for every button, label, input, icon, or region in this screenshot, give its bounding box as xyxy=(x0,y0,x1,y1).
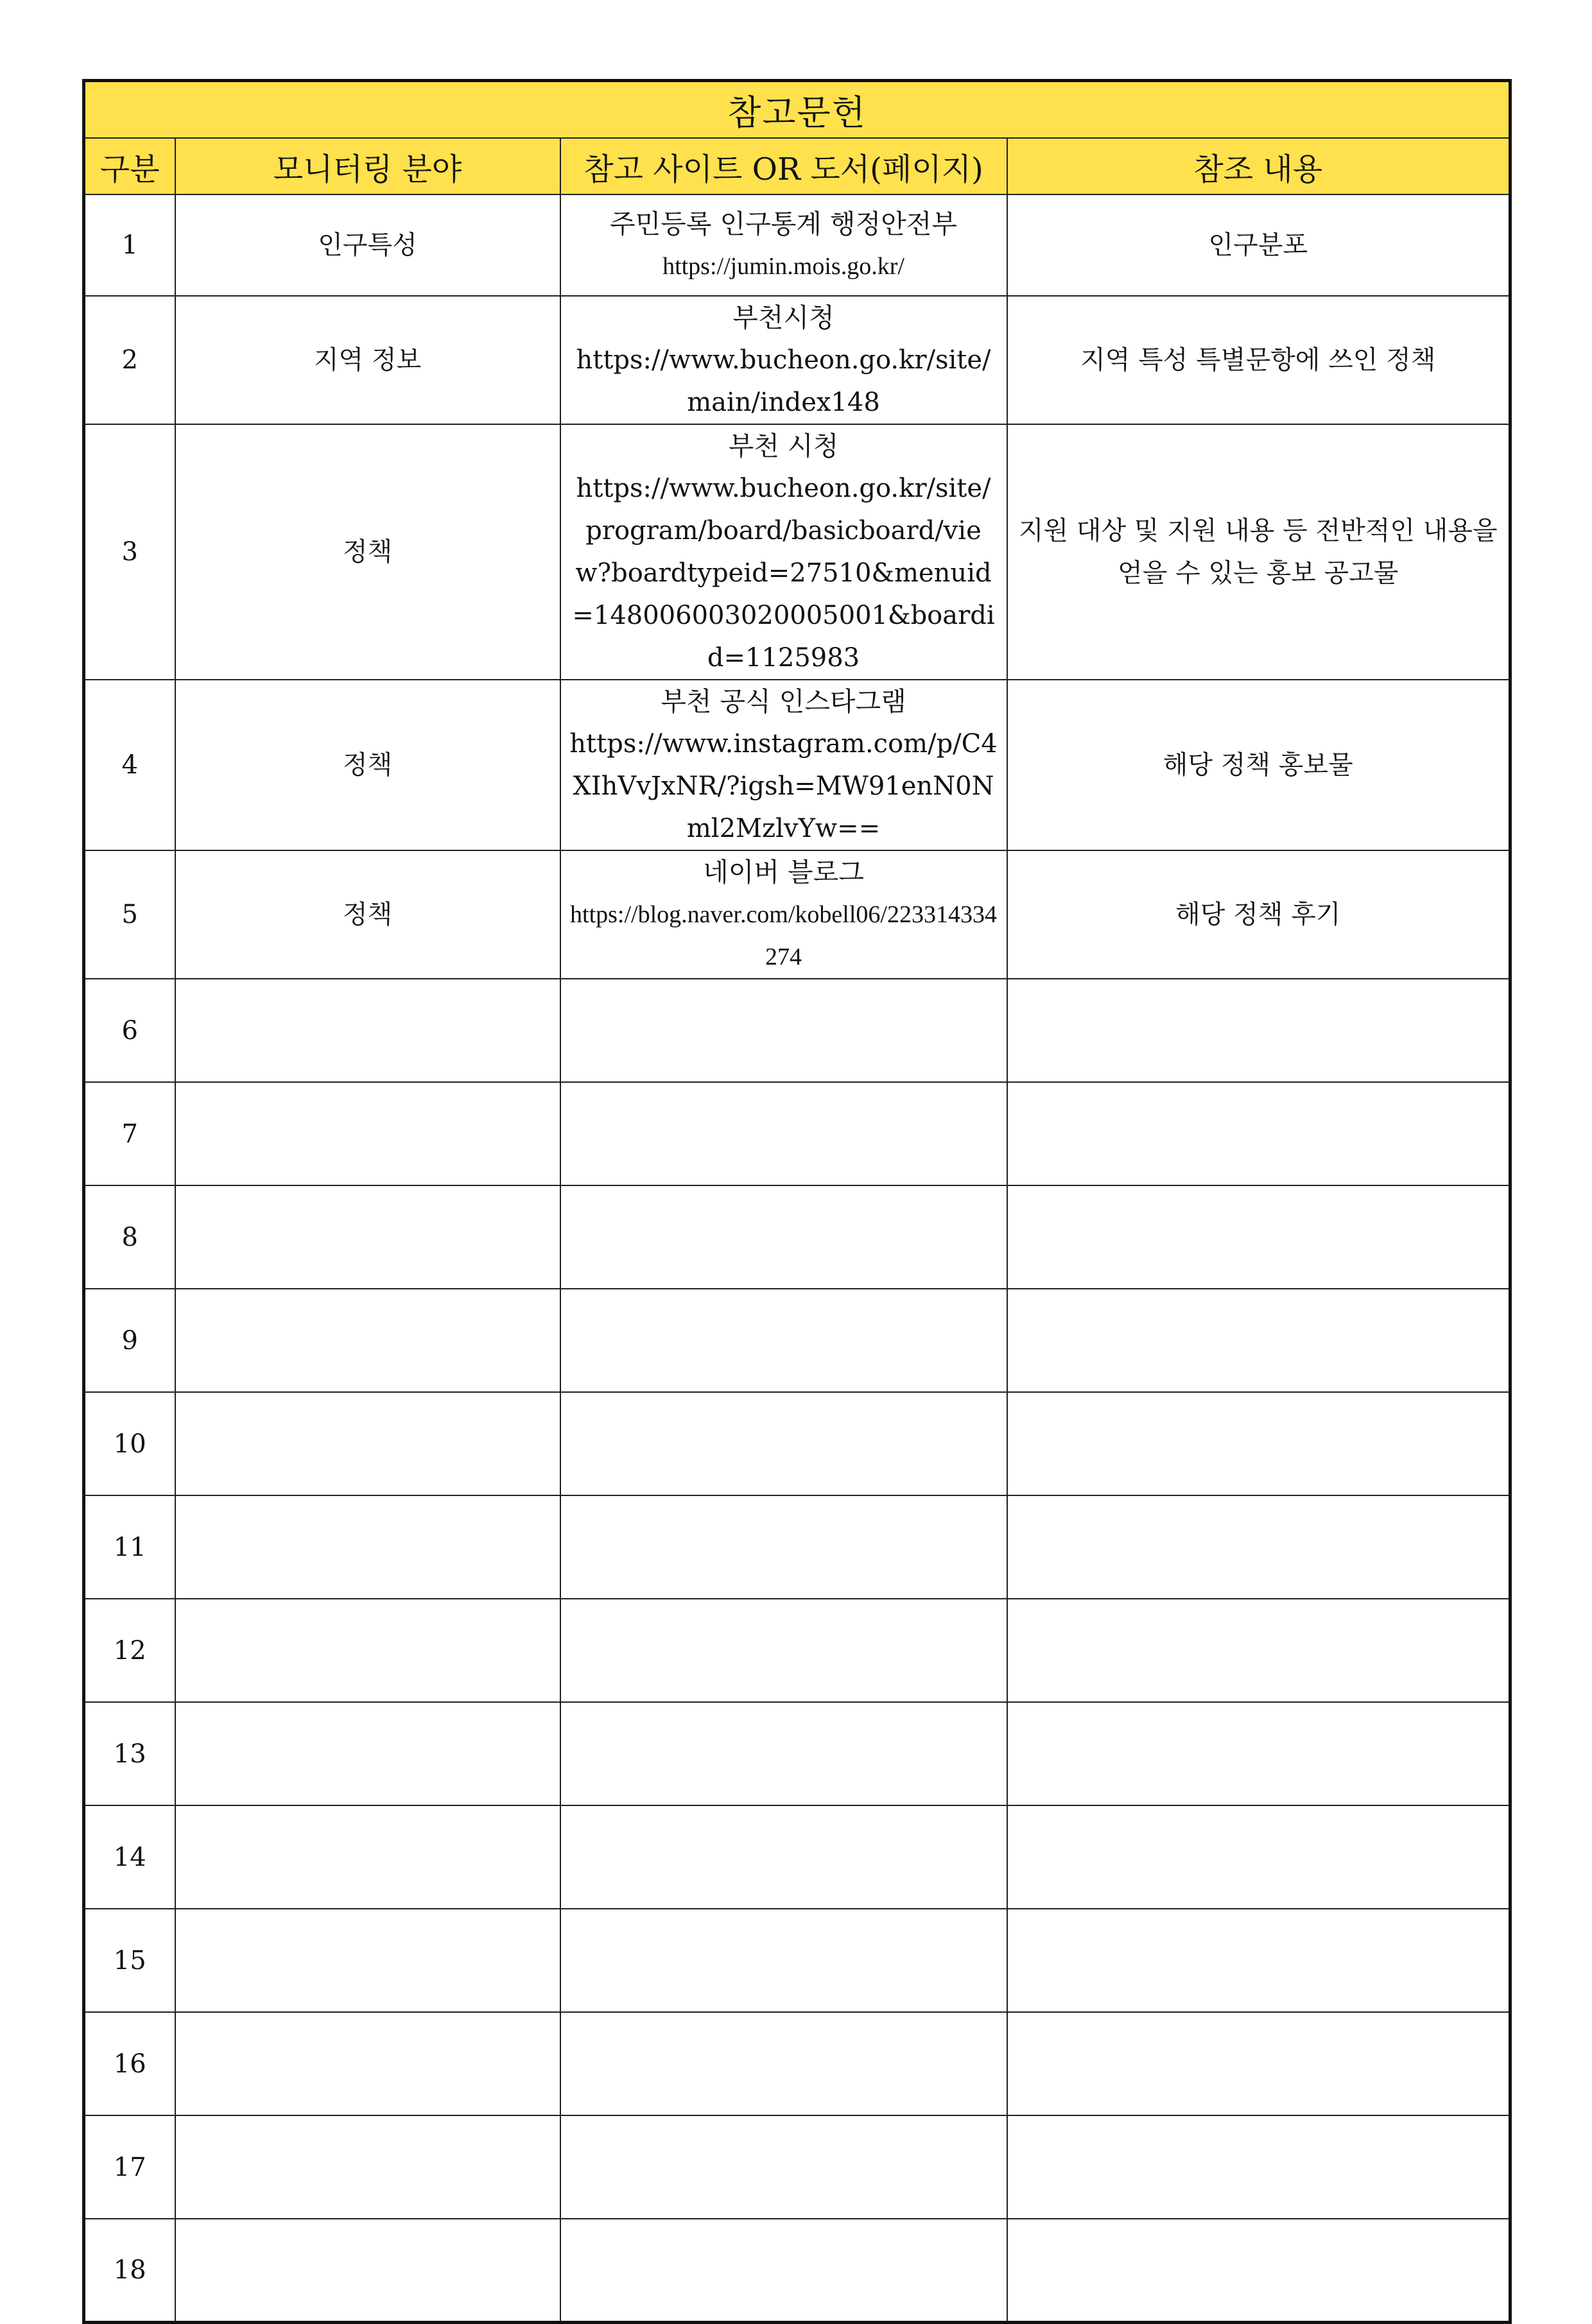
row-field[interactable] xyxy=(175,1599,560,1702)
row-num: 10 xyxy=(84,1392,175,1495)
site-url[interactable]: https://www.instagram.com/p/C4XIhVvJxNR/?igsh=MW91enN0Nml2MzlvYw== xyxy=(569,729,998,843)
row-num: 18 xyxy=(84,2219,175,2322)
table-row xyxy=(84,680,1510,850)
row-num: 3 xyxy=(84,424,175,680)
row-num: 17 xyxy=(84,2115,175,2219)
table-row xyxy=(84,2115,1510,2219)
row-site xyxy=(560,194,1007,296)
row-num: 9 xyxy=(84,1289,175,1392)
table-row xyxy=(84,1392,1510,1495)
site-name: 부천시청 xyxy=(732,302,835,333)
site-name: 주민등록 인구통계 행정안전부 xyxy=(610,209,957,239)
row-content[interactable] xyxy=(1007,2012,1510,2115)
row-site[interactable] xyxy=(560,1185,1007,1289)
row-content: 해당 정책 후기 xyxy=(1007,850,1510,979)
row-field[interactable] xyxy=(175,1805,560,1909)
row-content: 지원 대상 및 지원 내용 등 전반적인 내용을 얻을 수 있는 홍보 공고물 xyxy=(1007,424,1510,680)
row-field: 정책 xyxy=(175,680,560,850)
row-num: 15 xyxy=(84,1909,175,2012)
site-url[interactable]: https://jumin.mois.go.kr/ xyxy=(662,253,904,280)
table-row xyxy=(84,1495,1510,1599)
row-num: 5 xyxy=(84,850,175,979)
row-num: 7 xyxy=(84,1082,175,1185)
table-row xyxy=(84,296,1510,424)
row-num: 13 xyxy=(84,1702,175,1805)
row-site[interactable] xyxy=(560,2012,1007,2115)
row-field: 정책 xyxy=(175,424,560,680)
row-field[interactable] xyxy=(175,2115,560,2219)
row-content[interactable] xyxy=(1007,1392,1510,1495)
header-content: 참조 내용 xyxy=(1007,138,1510,194)
table-title: 참고문헌 xyxy=(84,81,1510,139)
row-content[interactable] xyxy=(1007,1082,1510,1185)
row-num: 11 xyxy=(84,1495,175,1599)
row-content[interactable] xyxy=(1007,1289,1510,1392)
site-url[interactable]: https://www.bucheon.go.kr/site/program/board/basicboard/view?boardtypeid=27510&menuid=148006003020005001&boardid=1125983 xyxy=(572,474,995,673)
row-field: 정책 xyxy=(175,850,560,979)
row-content[interactable] xyxy=(1007,979,1510,1082)
site-name: 부천 시청 xyxy=(728,431,839,461)
reference-table xyxy=(82,79,1512,2324)
row-field[interactable] xyxy=(175,979,560,1082)
row-content[interactable] xyxy=(1007,1599,1510,1702)
row-field[interactable] xyxy=(175,1702,560,1805)
row-field[interactable] xyxy=(175,1909,560,2012)
row-content: 지역 특성 특별문항에 쓰인 정책 xyxy=(1007,296,1510,424)
table-row xyxy=(84,850,1510,979)
table-row xyxy=(84,2012,1510,2115)
row-content: 해당 정책 홍보물 xyxy=(1007,680,1510,850)
table-row xyxy=(84,1289,1510,1392)
header-field: 모니터링 분야 xyxy=(175,138,560,194)
row-field[interactable] xyxy=(175,1185,560,1289)
row-site[interactable] xyxy=(560,1909,1007,2012)
table-row xyxy=(84,1185,1510,1289)
row-site[interactable] xyxy=(560,979,1007,1082)
row-site[interactable] xyxy=(560,1805,1007,1909)
row-field[interactable] xyxy=(175,2219,560,2322)
site-url[interactable]: https://www.bucheon.go.kr/site/main/index148 xyxy=(576,345,991,417)
row-num: 8 xyxy=(84,1185,175,1289)
header-num: 구분 xyxy=(84,138,175,194)
row-content[interactable] xyxy=(1007,1805,1510,1909)
row-content: 인구분포 xyxy=(1007,194,1510,296)
row-num: 4 xyxy=(84,680,175,850)
row-field[interactable] xyxy=(175,1495,560,1599)
table-row xyxy=(84,1702,1510,1805)
row-field[interactable] xyxy=(175,1082,560,1185)
table-row xyxy=(84,979,1510,1082)
row-content[interactable] xyxy=(1007,1909,1510,2012)
row-num: 12 xyxy=(84,1599,175,1702)
row-site[interactable] xyxy=(560,1599,1007,1702)
row-site[interactable] xyxy=(560,1702,1007,1805)
row-field[interactable] xyxy=(175,1289,560,1392)
row-site xyxy=(560,850,1007,979)
row-num: 2 xyxy=(84,296,175,424)
row-content[interactable] xyxy=(1007,1495,1510,1599)
table-row xyxy=(84,1909,1510,2012)
table-row xyxy=(84,1805,1510,1909)
row-num: 6 xyxy=(84,979,175,1082)
header-site: 참고 사이트 OR 도서(페이지) xyxy=(560,138,1007,194)
row-num: 1 xyxy=(84,194,175,296)
table-title-row xyxy=(84,81,1510,139)
row-site xyxy=(560,680,1007,850)
row-site xyxy=(560,424,1007,680)
row-field: 지역 정보 xyxy=(175,296,560,424)
row-num: 16 xyxy=(84,2012,175,2115)
table-row xyxy=(84,194,1510,296)
table-header-row xyxy=(84,138,1510,194)
row-content[interactable] xyxy=(1007,1185,1510,1289)
row-field: 인구특성 xyxy=(175,194,560,296)
row-content[interactable] xyxy=(1007,2219,1510,2322)
row-site[interactable] xyxy=(560,1082,1007,1185)
row-site xyxy=(560,296,1007,424)
row-site[interactable] xyxy=(560,2219,1007,2322)
row-site[interactable] xyxy=(560,2115,1007,2219)
table-row xyxy=(84,1599,1510,1702)
table-row xyxy=(84,2219,1510,2322)
reference-sheet xyxy=(82,79,1509,2324)
row-site[interactable] xyxy=(560,1495,1007,1599)
site-name: 부천 공식 인스타그램 xyxy=(661,686,906,717)
row-num: 14 xyxy=(84,1805,175,1909)
row-field[interactable] xyxy=(175,1392,560,1495)
row-site[interactable] xyxy=(560,1392,1007,1495)
table-row xyxy=(84,424,1510,680)
row-site[interactable] xyxy=(560,1289,1007,1392)
site-url[interactable]: https://blog.naver.com/kobell06/223314334274 xyxy=(570,901,997,970)
site-name: 네이버 블로그 xyxy=(703,857,864,888)
row-content[interactable] xyxy=(1007,2115,1510,2219)
row-field[interactable] xyxy=(175,2012,560,2115)
table-row xyxy=(84,1082,1510,1185)
row-content[interactable] xyxy=(1007,1702,1510,1805)
